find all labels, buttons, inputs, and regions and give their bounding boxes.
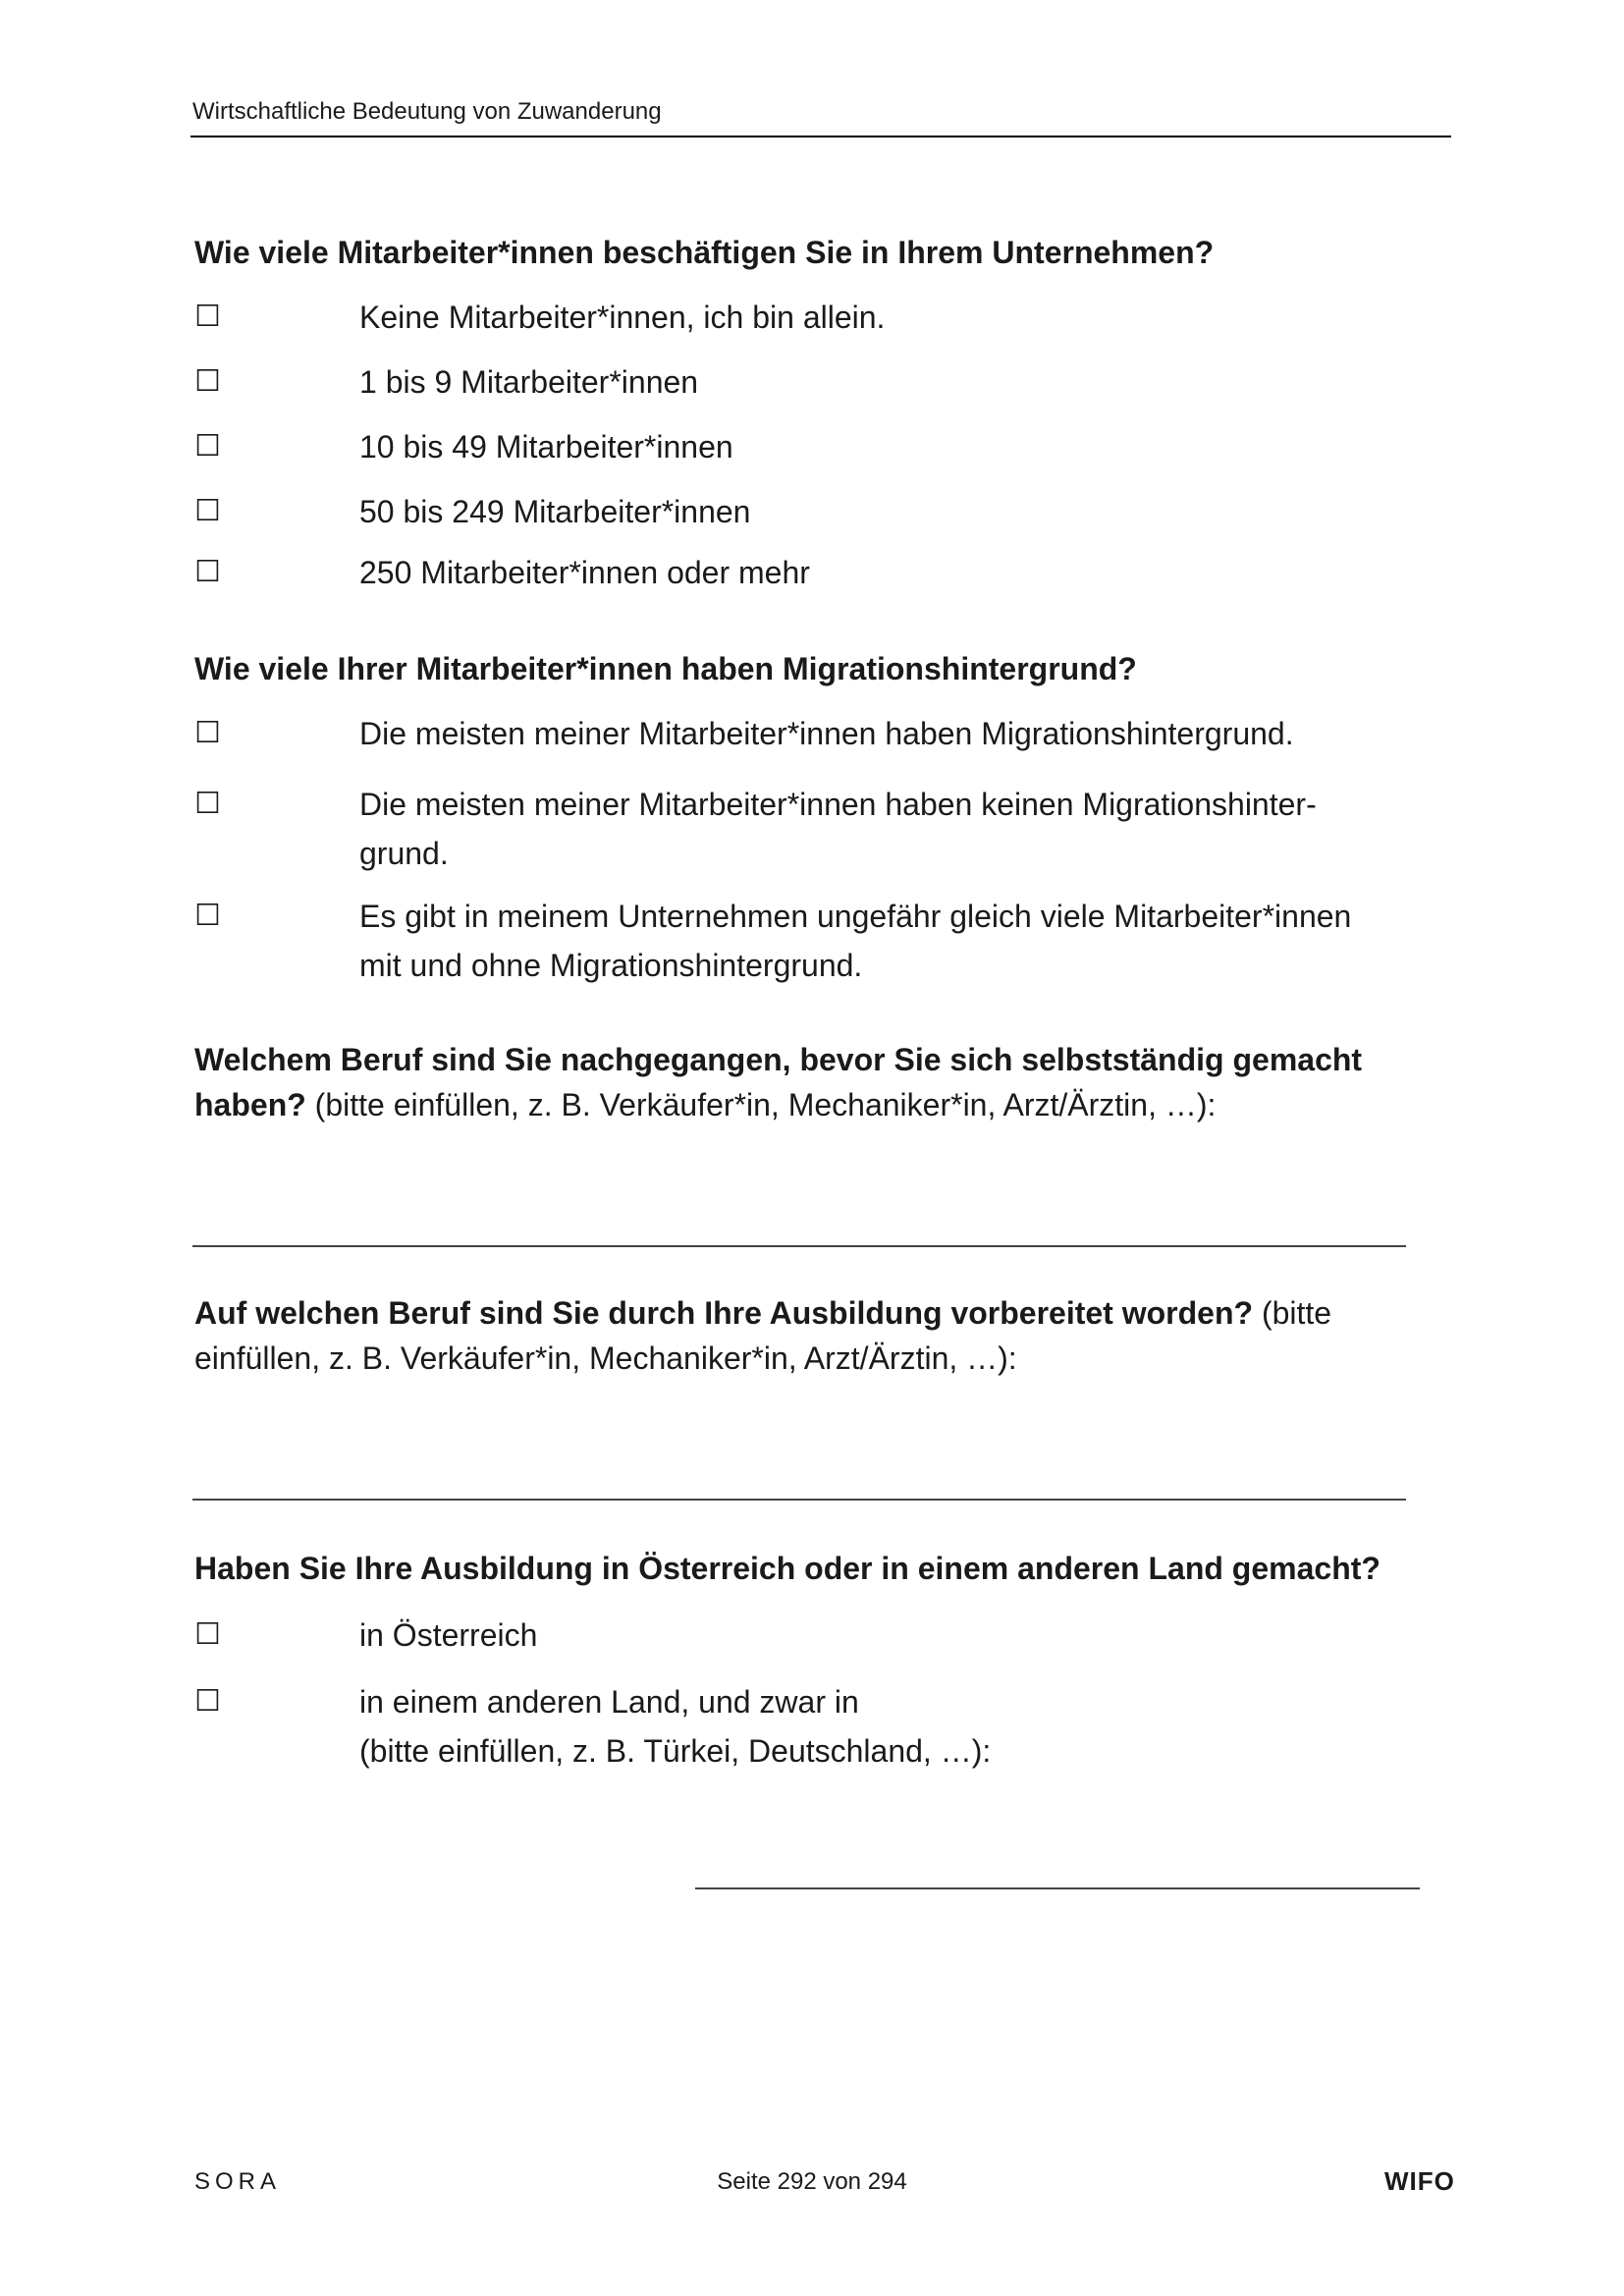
checkbox-icon[interactable]: ☐ bbox=[194, 716, 221, 750]
option-label: 1 bis 9 Mitarbeiter*innen bbox=[359, 364, 699, 400]
checkbox-icon[interactable]: ☐ bbox=[194, 494, 221, 528]
checkbox-icon[interactable]: ☐ bbox=[194, 555, 221, 589]
option-label: in Österreich bbox=[359, 1617, 538, 1653]
option-label-line1: Es gibt in meinem Unternehmen ungefähr gleich viele Mitarbeiter*innen bbox=[359, 899, 1352, 934]
answer-line-trained-job[interactable] bbox=[192, 1499, 1406, 1501]
question-hint-end: einfüllen, z. B. Verkäufer*in, Mechaniker*in, Arzt/Ärztin, …): bbox=[194, 1340, 1017, 1376]
checkbox-icon[interactable]: ☐ bbox=[194, 300, 221, 334]
question-bold-text: Auf welchen Beruf sind Sie durch Ihre Ausbildung vorbereitet worden? bbox=[194, 1295, 1254, 1331]
question-line1: Welchem Beruf sind Sie nachgegangen, bevor Sie sich selbstständig gemacht bbox=[194, 1042, 1363, 1077]
option-label-line2: (bitte einfüllen, z. B. Türkei, Deutschland, …): bbox=[359, 1733, 992, 1769]
header-rule bbox=[190, 136, 1451, 137]
checkbox-icon[interactable]: ☐ bbox=[194, 364, 221, 399]
option-label bbox=[359, 780, 1449, 878]
answer-line-previous-job[interactable] bbox=[192, 1245, 1406, 1247]
question-training-country: Haben Sie Ihre Ausbildung in Österreich oder in einem anderen Land gemacht? bbox=[194, 1551, 1380, 1586]
question-previous-job bbox=[194, 1037, 1362, 1127]
footer-wifo-logo: WIFO bbox=[1384, 2166, 1455, 2196]
option-label: Die meisten meiner Mitarbeiter*innen haben Migrationshintergrund. bbox=[359, 716, 1294, 751]
checkbox-icon[interactable]: ☐ bbox=[194, 1684, 221, 1719]
option-label bbox=[359, 1677, 1449, 1776]
option-label-line1: Die meisten meiner Mitarbeiter*innen haben keinen Migrationshinter- bbox=[359, 787, 1317, 822]
question-trained-job bbox=[194, 1290, 1331, 1381]
question-hint-start: (bitte bbox=[1253, 1295, 1332, 1331]
footer-sora-logo: SORA bbox=[194, 2168, 282, 2195]
question-employee-count: Wie viele Mitarbeiter*innen beschäftigen Sie in Ihrem Unternehmen? bbox=[194, 235, 1215, 270]
option-label: 50 bis 249 Mitarbeiter*innen bbox=[359, 494, 751, 529]
checkbox-icon[interactable]: ☐ bbox=[194, 787, 221, 821]
answer-line-country[interactable] bbox=[695, 1887, 1420, 1889]
page-number: Seite 292 von 294 bbox=[717, 2168, 907, 2195]
question-migration-background: Wie viele Ihrer Mitarbeiter*innen haben Migrationshintergrund? bbox=[194, 651, 1137, 686]
option-label: 250 Mitarbeiter*innen oder mehr bbox=[359, 555, 810, 590]
question-line2: haben? bbox=[194, 1087, 306, 1122]
running-header: Wirtschaftliche Bedeutung von Zuwanderung bbox=[192, 98, 662, 125]
checkbox-icon[interactable]: ☐ bbox=[194, 1617, 221, 1652]
option-label-line2: mit und ohne Migrationshintergrund. bbox=[359, 948, 863, 983]
option-label-line2: grund. bbox=[359, 836, 449, 871]
option-label bbox=[359, 892, 1449, 990]
checkbox-icon[interactable]: ☐ bbox=[194, 429, 221, 464]
option-label-line1: in einem anderen Land, und zwar in bbox=[359, 1684, 859, 1720]
question-hint: (bitte einfüllen, z. B. Verkäufer*in, Mechaniker*in, Arzt/Ärztin, …): bbox=[305, 1087, 1217, 1122]
checkbox-icon[interactable]: ☐ bbox=[194, 899, 221, 933]
option-label: 10 bis 49 Mitarbeiter*innen bbox=[359, 429, 733, 465]
option-label: Keine Mitarbeiter*innen, ich bin allein. bbox=[359, 300, 886, 335]
